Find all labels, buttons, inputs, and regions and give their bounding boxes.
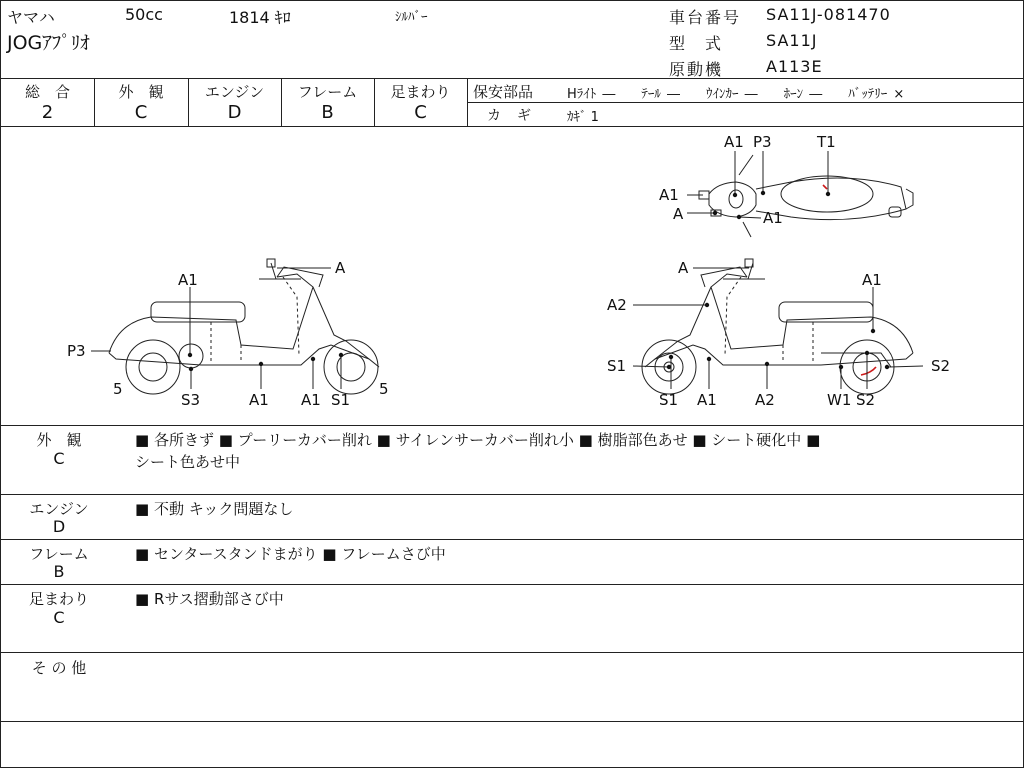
label-right-a-top: A [678,259,689,277]
grid-line [1,584,1023,585]
grid-line [1,494,1023,495]
grade-value-engine: D [227,102,242,123]
engine-label: 原動機 [669,60,724,79]
grid-line [1,78,1023,79]
label-right-s2-bottom: S2 [856,391,876,409]
body-color: ｼﾙﾊﾞｰ [395,10,428,25]
label-top-a1-left: A1 [659,186,679,204]
grade-label-suspension: 足まわり [390,83,451,101]
key-count: ｶｷﾞ 1 [567,110,599,125]
grid-line [1,539,1023,540]
remark-grade-exterior: C [53,449,65,468]
grid-line [1,652,1023,653]
scooter-left-view [109,259,379,394]
remark-grade-frame: B [53,562,65,581]
grade-label-frame: フレーム [297,83,358,101]
type-value: SA11J [766,31,818,50]
chassis-label: 車台番号 [669,8,742,27]
remark-label-suspension: 足まわり [28,590,89,608]
engine-code: A113E [766,57,823,76]
label-right-w1: W1 [827,391,852,409]
remark-text-engine: ■ 不動 キック問題なし [135,500,294,518]
remark-label-exterior: 外 観 [36,431,82,449]
label-top-a1: A1 [724,133,744,151]
label-left-s1: S1 [331,391,351,409]
top-leaders [687,151,828,218]
chassis-number: SA11J-081470 [766,5,891,24]
label-right-a2-top: A2 [607,296,627,314]
label-top-a: A [673,205,684,223]
grid-line [1,721,1023,722]
remark-grade-suspension: C [53,608,65,627]
remark-text-exterior-1: ■ 各所きず ■ プーリーカバー削れ ■ サイレンサーカバー削れ小 ■ 樹脂部色あせ ■ シート硬化中 ■ [135,431,821,449]
maker-name: ヤマハ [7,8,55,27]
label-left-a1-top: A1 [178,271,198,289]
grade-label-overall: 総 合 [24,83,70,101]
displacement: 50cc [125,5,163,24]
grid-line [467,102,1023,103]
label-right-a1-rear: A1 [862,271,882,289]
label-top-p3: P3 [753,133,772,151]
type-label: 型 式 [669,34,724,53]
label-left-a-top: A [335,259,346,277]
remark-label-frame: フレーム [29,545,89,563]
label-right-a1-bottom: A1 [697,391,717,409]
model-name: JOGｱﾌﾟﾘｵ [7,32,90,54]
label-top-t1: T1 [817,133,836,151]
grade-value-frame: B [321,102,334,123]
key-label: カ ギ [487,108,532,124]
grade-value-suspension: C [414,102,427,123]
grade-value-overall: 2 [41,102,54,123]
left-leaders [91,268,341,389]
remark-text-frame: ■ センタースタンドまがり ■ フレームさび中 [135,545,446,563]
grade-label-exterior: 外 観 [118,83,164,101]
label-left-a1-front: A1 [301,391,321,409]
grade-label-engine: エンジン [204,83,265,101]
label-left-5b: 5 [379,380,389,398]
label-left-p3: P3 [67,342,86,360]
remark-text-suspension: ■ Rサス摺動部さび中 [135,590,284,608]
front-wheel [324,340,378,394]
remark-text-exterior-2: シート色あせ中 [135,453,241,471]
remark-label-engine: エンジン [29,500,89,518]
label-right-a2-bottom: A2 [755,391,775,409]
grid-line [1,425,1023,426]
label-right-s1-bottom: S1 [659,391,679,409]
grade-value-exterior: C [134,102,148,123]
label-left-s3: S3 [181,391,201,409]
damage-diagram [1,127,1023,425]
rear-wheel [126,340,180,394]
label-top-a1-bottom: A1 [763,209,783,227]
label-left-a1-mid: A1 [249,391,269,409]
remark-label-other: そ の 他 [31,659,87,677]
scooter-top-view [699,155,913,237]
safety-parts-title: 保安部品 [473,83,534,101]
mileage: 1814 ｷﾛ [229,8,291,27]
remark-grade-engine: D [52,517,66,536]
label-left-5: 5 [113,380,123,398]
label-right-s1-front: S1 [607,357,627,375]
safety-parts-list: Hﾗｲﾄ ― ﾃｰﾙ ― ｳｲﾝｶｰ ― ﾎｰﾝ ― ﾊﾞｯﾃﾘｰ × [567,87,905,102]
label-right-s2: S2 [931,357,951,375]
